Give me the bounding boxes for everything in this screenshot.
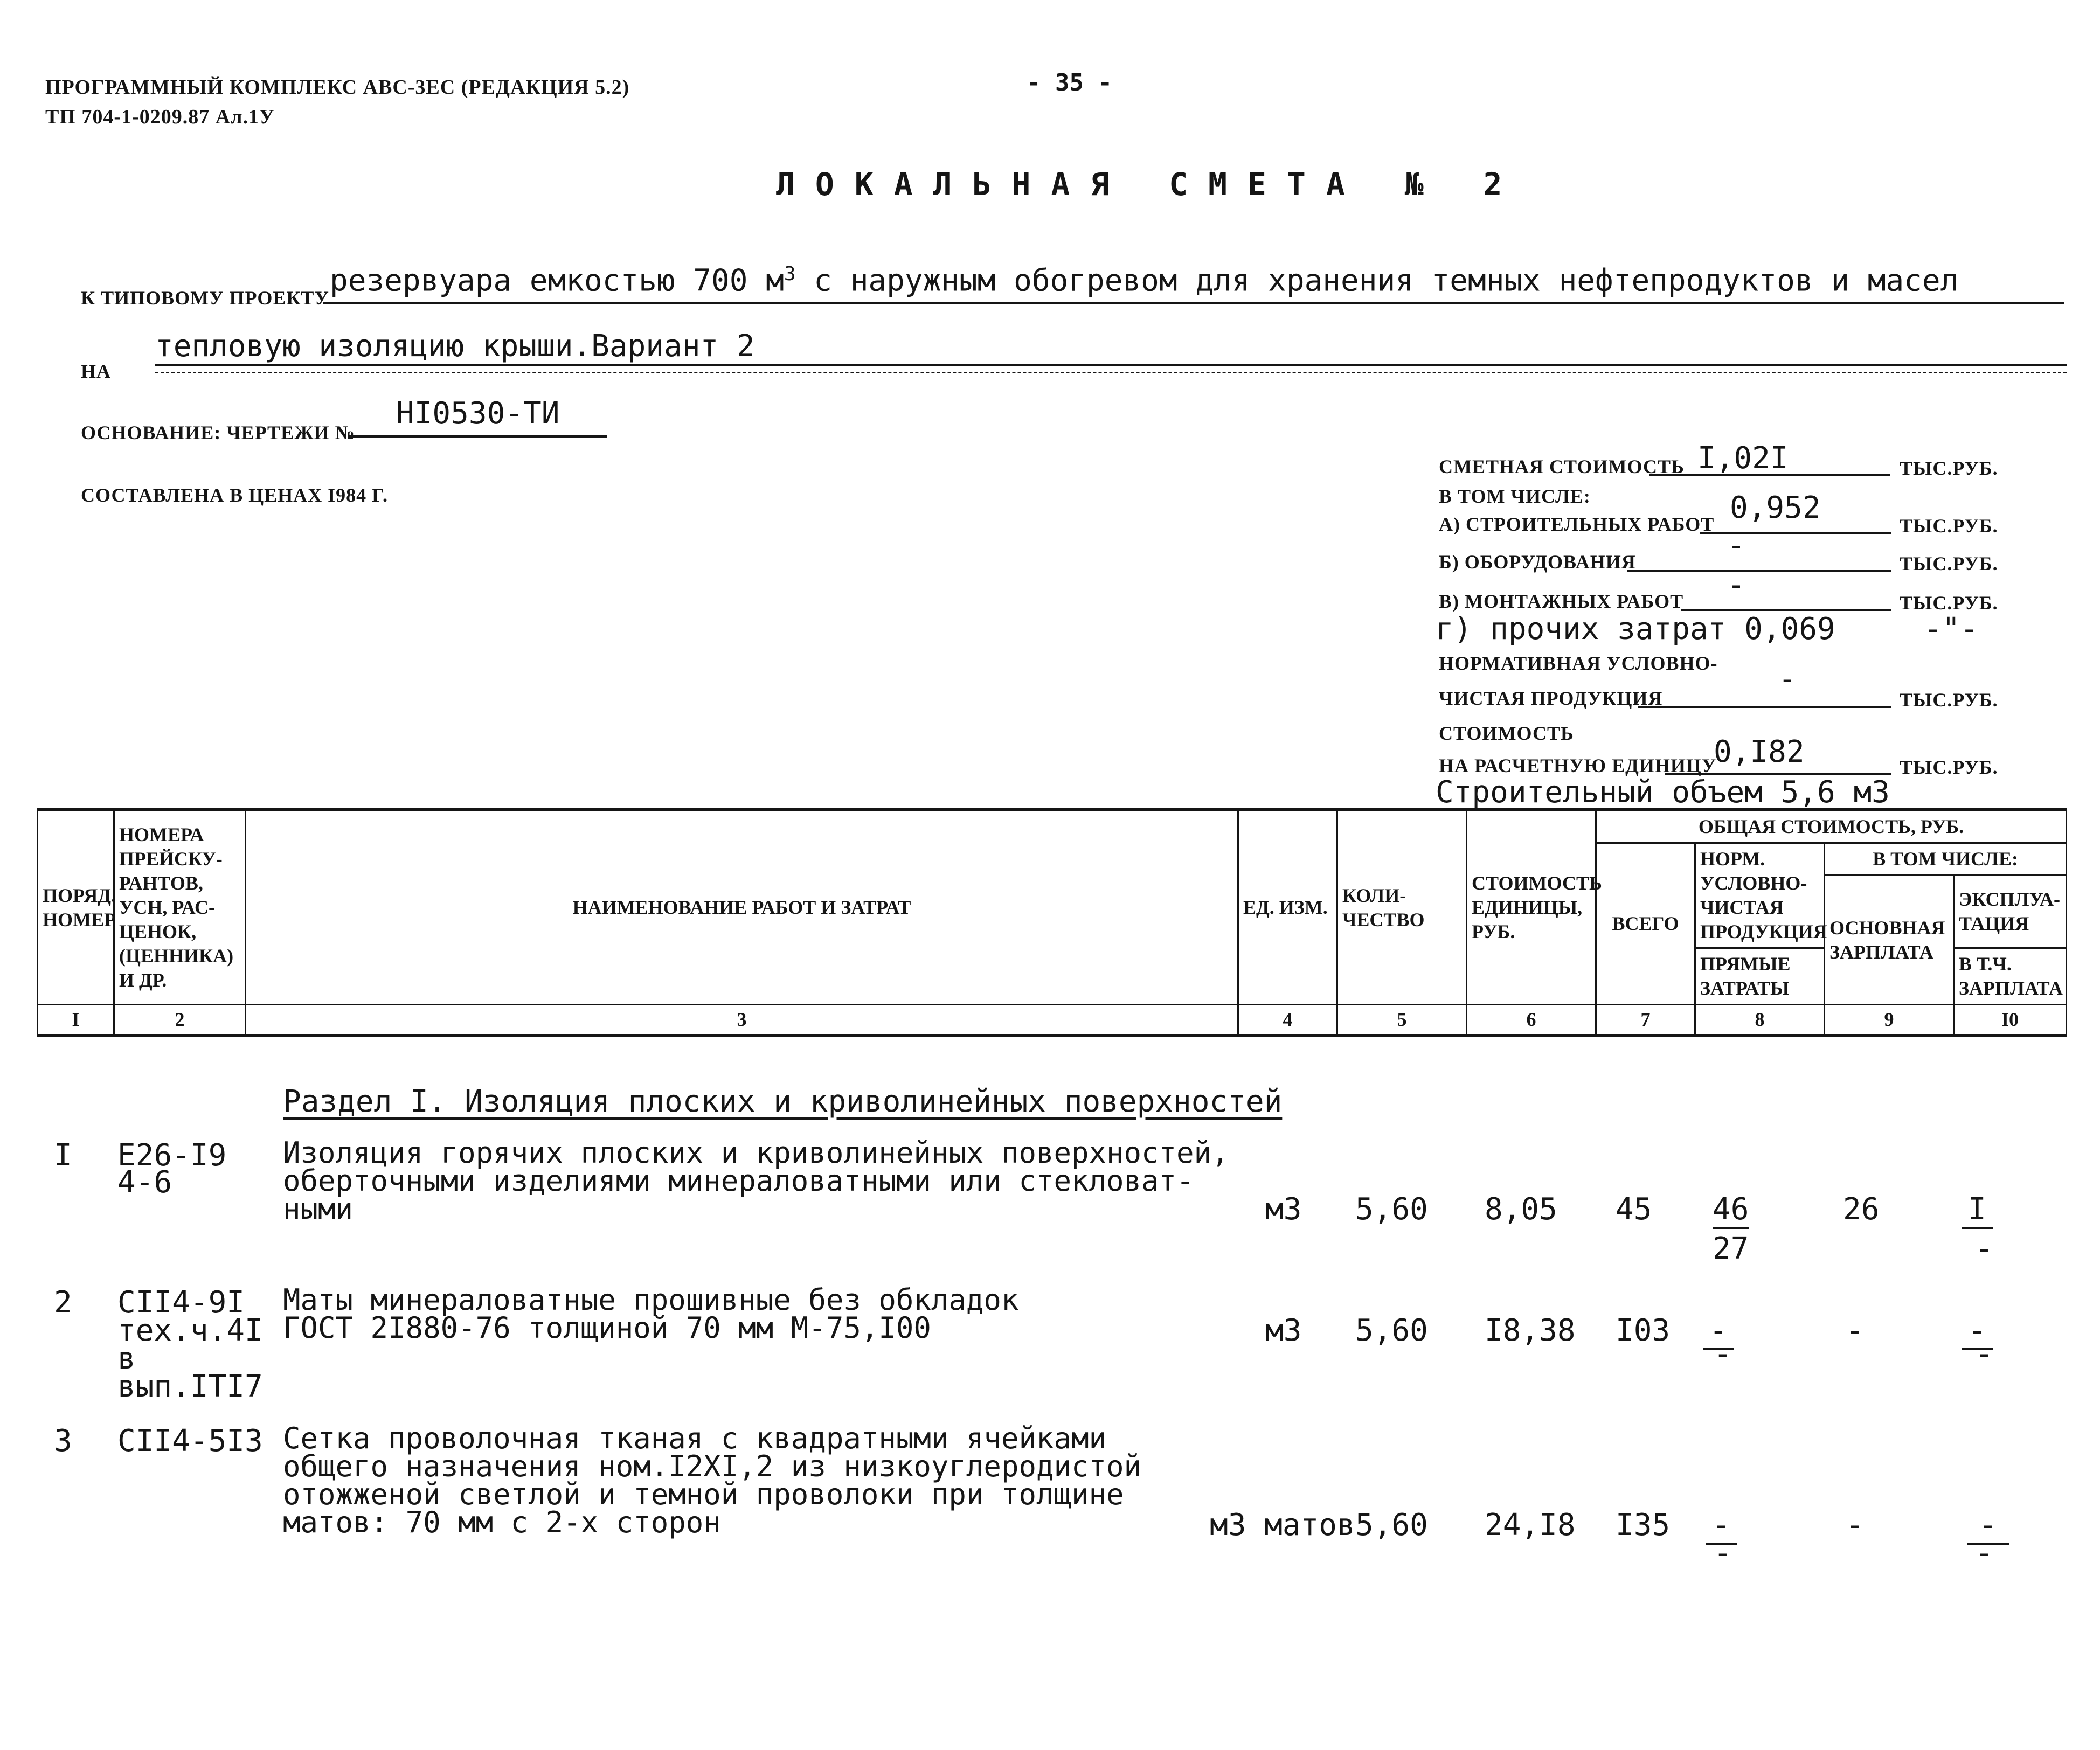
assembly-value: - bbox=[1727, 567, 1745, 602]
th-unit: ЕД. ИЗМ. bbox=[1238, 810, 1337, 1005]
row-name: Изоляция горячих плоских и криволинейных поверхностей, bbox=[283, 1136, 1229, 1170]
col-num: I bbox=[38, 1005, 114, 1036]
na-underline bbox=[155, 364, 2067, 366]
row-code: вып.IТI7 bbox=[117, 1369, 263, 1404]
row-name: отожженой светлой и темной проволоки при толщине bbox=[283, 1477, 1124, 1511]
row-name: ГОСТ 2I880-76 толщиной 70 мм М-75,I00 bbox=[283, 1311, 931, 1345]
row-name: матов: 70 мм с 2-х сторон bbox=[283, 1505, 721, 1539]
norm-unit: ТЫС.РУБ. bbox=[1900, 689, 1998, 711]
col-num: 8 bbox=[1695, 1005, 1825, 1036]
row-exploitation: I bbox=[1962, 1192, 1993, 1229]
row-exploitation-salary: - bbox=[1975, 1336, 1993, 1371]
th-work-name: НАИМЕНОВАНИЕ РАБОТ И ЗАТРАТ bbox=[246, 810, 1238, 1005]
row-total: 45 bbox=[1616, 1192, 1652, 1227]
estimate-table bbox=[37, 808, 2067, 1037]
building-volume: Строительный объем 5,6 м3 bbox=[1436, 775, 1890, 810]
row-exploitation: - bbox=[1967, 1508, 2009, 1545]
row-exploitation-salary: - bbox=[1975, 1231, 1993, 1266]
col-num: 2 bbox=[114, 1005, 246, 1036]
assembly-unit: ТЫС.РУБ. bbox=[1900, 592, 1998, 614]
basis-underline bbox=[348, 435, 607, 438]
row-number: I bbox=[54, 1138, 72, 1173]
th-norm: НОРМ. УСЛОВНО- ЧИСТАЯ ПРОДУКЦИЯ bbox=[1695, 843, 1825, 948]
total-cost-label: СМЕТНАЯ СТОИМОСТЬ bbox=[1439, 456, 1685, 477]
th-exploitation-salary: В Т.Ч. ЗАРПЛАТА bbox=[1954, 948, 2067, 1005]
row-code: СII4-9I bbox=[117, 1285, 245, 1320]
norm-value: - bbox=[1778, 662, 1797, 697]
row-quantity: 5,60 bbox=[1355, 1192, 1428, 1227]
row-name: Сетка проволочная тканая с квадратными ячейками bbox=[283, 1421, 1107, 1455]
row-name: ными bbox=[283, 1192, 354, 1226]
na-label: НА bbox=[81, 360, 111, 382]
assembly-label: В) МОНТАЖНЫХ РАБОТ bbox=[1439, 591, 1684, 612]
row-direct: - bbox=[1714, 1336, 1732, 1371]
row-norm: - bbox=[1703, 1313, 1734, 1350]
th-total-group: ОБЩАЯ СТОИМОСТЬ, РУБ. bbox=[1596, 810, 2067, 843]
row-unit: м3 bbox=[1265, 1313, 1302, 1348]
row-salary: 26 bbox=[1843, 1192, 1880, 1227]
row-norm: 46 bbox=[1713, 1192, 1749, 1229]
assembly-underline bbox=[1681, 609, 1891, 611]
col-num: 9 bbox=[1825, 1005, 1954, 1036]
equipment-label: Б) ОБОРУДОВАНИЯ bbox=[1439, 551, 1636, 573]
col-num: I0 bbox=[1954, 1005, 2067, 1036]
including-label: В ТОМ ЧИСЛЕ: bbox=[1439, 485, 1591, 507]
col-num: 3 bbox=[246, 1005, 1238, 1036]
row-direct: 27 bbox=[1713, 1231, 1749, 1266]
th-base-salary: ОСНОВНАЯ ЗАРПЛАТА bbox=[1825, 876, 1954, 1005]
prices-basis: СОСТАВЛЕНА В ЦЕНАХ I984 Г. bbox=[81, 484, 389, 506]
row-direct: - bbox=[1714, 1536, 1732, 1571]
row-exploitation-salary: - bbox=[1975, 1536, 1993, 1571]
program-header: ПРОГРАММНЫЙ КОМПЛЕКС АВС-3ЕС (РЕДАКЦИЯ 5.2) bbox=[45, 76, 630, 99]
project-label: К ТИПОВОМУ ПРОЕКТУ bbox=[81, 287, 329, 309]
row-quantity: 5,60 bbox=[1355, 1508, 1428, 1543]
col-num: 4 bbox=[1238, 1005, 1337, 1036]
equipment-unit: ТЫС.РУБ. bbox=[1900, 553, 1998, 574]
total-cost-unit: ТЫС.РУБ. bbox=[1900, 457, 1998, 479]
row-unit-cost: 8,05 bbox=[1485, 1192, 1557, 1227]
document-code: ТП 704-1-0209.87 Ал.1У bbox=[45, 106, 275, 128]
row-number: 2 bbox=[54, 1285, 72, 1320]
row-code: 4-6 bbox=[117, 1165, 172, 1200]
row-unit: м3 bbox=[1265, 1192, 1302, 1227]
basis-value: НI0530-ТИ bbox=[396, 396, 560, 431]
row-exploitation: - bbox=[1962, 1313, 1993, 1350]
unitcost-label-1: СТОИМОСТЬ bbox=[1439, 723, 1574, 744]
other-costs: г) прочих затрат 0,069 bbox=[1436, 612, 1835, 647]
equipment-value: - bbox=[1727, 528, 1745, 563]
project-underline bbox=[323, 302, 2064, 304]
na-value: тепловую изоляцию крыши.Вариант 2 bbox=[155, 329, 755, 364]
row-salary: - bbox=[1846, 1313, 1864, 1348]
row-number: 3 bbox=[54, 1423, 72, 1459]
th-total: ВСЕГО bbox=[1596, 843, 1695, 1005]
norm-underline bbox=[1638, 706, 1891, 708]
total-cost-underline bbox=[1649, 474, 1890, 476]
row-quantity: 5,60 bbox=[1355, 1313, 1428, 1348]
row-code: Е26-I9 bbox=[117, 1138, 227, 1173]
basis-label: ОСНОВАНИЕ: ЧЕРТЕЖИ № bbox=[81, 422, 355, 443]
norm-label-1: НОРМАТИВНАЯ УСЛОВНО- bbox=[1439, 652, 1718, 674]
row-code: тех.ч.4I bbox=[117, 1313, 263, 1348]
row-total: I03 bbox=[1616, 1313, 1671, 1348]
th-price-codes: НОМЕРА ПРЕЙСКУ- РАНТОВ, УСН, РАС- ЦЕНОК, (ЦЕННИКА) И ДР. bbox=[114, 810, 246, 1005]
construction-unit: ТЫС.РУБ. bbox=[1900, 515, 1998, 537]
row-code: в bbox=[117, 1341, 136, 1376]
row-name: Маты минераловатные прошивные без обкладок bbox=[283, 1283, 1019, 1317]
row-salary: - bbox=[1846, 1508, 1864, 1543]
norm-label-2: ЧИСТАЯ ПРОДУКЦИЯ bbox=[1439, 688, 1663, 709]
unitcost-value: 0,I82 bbox=[1714, 734, 1805, 769]
row-unit-cost: I8,38 bbox=[1485, 1313, 1576, 1348]
unitcost-unit: ТЫС.РУБ. bbox=[1900, 756, 1998, 778]
page-title: ЛОКАЛЬНАЯ СМЕТА № 2 bbox=[776, 166, 1523, 203]
row-unit-cost: 24,I8 bbox=[1485, 1508, 1576, 1543]
th-including: В ТОМ ЧИСЛЕ: bbox=[1825, 843, 2067, 876]
th-unit-cost: СТОИМОСТЬ ЕДИНИЦЫ, РУБ. bbox=[1467, 810, 1596, 1005]
row-name: общего назначения ном.I2ХI,2 из низкоуглеродистой bbox=[283, 1449, 1142, 1483]
th-exploitation: ЭКСПЛУА- ТАЦИЯ bbox=[1954, 876, 2067, 948]
row-name: оберточными изделиями минераловатными или стекловат- bbox=[283, 1164, 1194, 1198]
na-underline-2 bbox=[155, 372, 2067, 373]
construction-value: 0,952 bbox=[1730, 490, 1821, 525]
th-quantity: КОЛИ- ЧЕСТВО bbox=[1337, 810, 1467, 1005]
col-num: 6 bbox=[1467, 1005, 1596, 1036]
th-order-number: ПОРЯД. НОМЕР bbox=[38, 810, 114, 1005]
project-value: резервуара емкостью 700 $м^3$ с наружным обогревом для хранения темных нефтепродуктов и масел bbox=[330, 263, 1959, 298]
row-total: I35 bbox=[1616, 1508, 1671, 1543]
other-costs-unit: -"- bbox=[1924, 612, 1979, 647]
col-num: 5 bbox=[1337, 1005, 1467, 1036]
equipment-underline bbox=[1627, 570, 1891, 572]
construction-label: А) СТРОИТЕЛЬНЫХ РАБОТ bbox=[1439, 513, 1715, 535]
total-cost-value: I,02I bbox=[1697, 441, 1789, 476]
col-num: 7 bbox=[1596, 1005, 1695, 1036]
page-number: - 35 - bbox=[1027, 69, 1112, 96]
row-unit: м3 матов bbox=[1210, 1508, 1355, 1543]
th-direct-costs: ПРЯМЫЕ ЗАТРАТЫ bbox=[1695, 948, 1825, 1005]
row-code: СII4-5I3 bbox=[117, 1423, 263, 1459]
section-title: Раздел I. Изоляция плоских и криволинейных поверхностей bbox=[283, 1084, 1283, 1119]
unitcost-label-2: НА РАСЧЕТНУЮ ЕДИНИЦУ bbox=[1439, 755, 1717, 776]
row-norm: - bbox=[1706, 1508, 1737, 1545]
